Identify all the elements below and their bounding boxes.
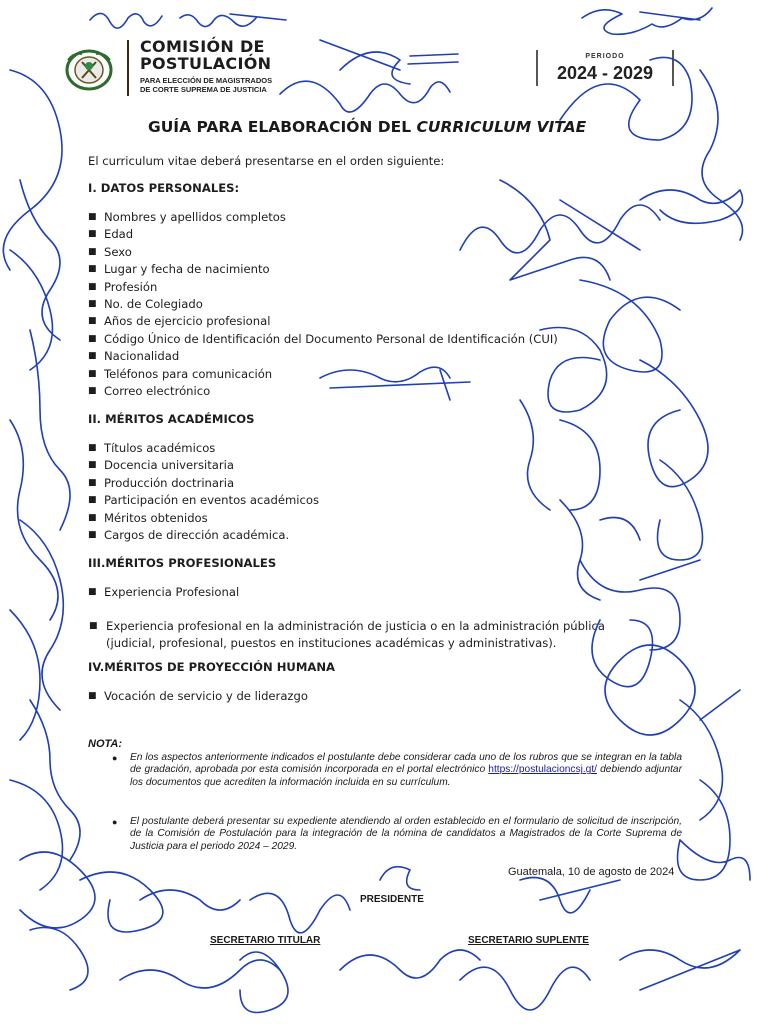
signature-scribble [520, 400, 600, 510]
signature-scribble [380, 867, 420, 890]
list-item: ■ Años de ejercicio profesional [88, 314, 271, 329]
signature-label-secretario-titular: SECRETARIO TITULAR [210, 935, 321, 946]
org-name [140, 38, 271, 72]
list-item: ■ Código Único de Identificación del Documento Personal de Identificación (CUI) [88, 331, 558, 346]
title-prefix: GUÍA PARA ELABORACIÓN DEL [148, 118, 417, 136]
signature-scribble [90, 13, 286, 28]
signature-scribble [320, 40, 458, 84]
signature-scribble [10, 250, 53, 370]
signature-scribble [20, 180, 60, 340]
signature-scribble [280, 81, 450, 112]
period-label: PERIODO [585, 53, 625, 60]
list-meritos-academicos [88, 440, 319, 544]
list-item: ■ No. de Colegiado [88, 296, 203, 311]
signature-scribble [700, 70, 743, 240]
section-heading-meritos-profesionales: III.MÉRITOS PROFESIONALES [88, 556, 277, 570]
period-years: 2024 - 2029 [556, 63, 654, 83]
list-item: ■ Sexo [88, 244, 132, 259]
section-heading-datos-personales: I. DATOS PERSONALES: [88, 181, 240, 195]
date-line: Guatemala, 10 de agosto de 2024 [508, 866, 675, 878]
org-subtitle [140, 76, 272, 94]
signature-scribble [10, 420, 58, 620]
list-item: ■ Profesión [88, 279, 158, 294]
signature-scribble [20, 852, 95, 928]
org-subtitle-line2: DE CORTE SUPREMA DE JUSTICIA [140, 85, 267, 94]
signature-label-secretario-suplente: SECRETARIO SUPLENTE [468, 935, 589, 946]
coat-of-arms-seal [64, 48, 114, 92]
signature-scribble [30, 330, 70, 530]
signature-scribble [460, 967, 590, 1010]
org-name-line1: COMISIÓN DE [140, 37, 265, 56]
org-subtitle-line1: PARA ELECCIÓN DE MAGISTRADOS [140, 76, 273, 85]
list-item: ■ Docencia universitaria [88, 458, 234, 473]
list-item: ■ Cargos de dirección académica. [88, 527, 290, 542]
list-item: ■ Méritos obtenidos [88, 510, 208, 525]
signature-scribble [640, 360, 708, 487]
org-name-line2: POSTULACIÓN [140, 54, 272, 73]
signature-scribble [30, 928, 88, 991]
list-item: ■ Teléfonos para comunicación [88, 366, 273, 381]
list-item: ■ Vocación de servicio y de liderazgo [88, 689, 308, 703]
signature-scribble [140, 890, 240, 910]
list-proyeccion-humana [88, 688, 308, 705]
signature-scribble [605, 645, 695, 735]
section-heading-proyeccion-humana: IV.MÉRITOS DE PROYECCIÓN HUMANA [88, 660, 336, 674]
signature-scribble [680, 840, 750, 880]
signature-scribble [10, 610, 40, 740]
list-item: ■ Nacionalidad [88, 349, 180, 364]
signature-scribble [250, 893, 350, 933]
signature-scribble [20, 520, 63, 710]
list-item: ■ Títulos académicos [88, 441, 216, 455]
signature-label-presidente: PRESIDENTE [360, 894, 424, 905]
signature-scribble [120, 960, 280, 988]
signature-scribble [680, 690, 740, 820]
signature-scribble [240, 952, 288, 1013]
list-item: ■ Producción doctrinaria [88, 475, 235, 490]
signature-scribble [560, 500, 640, 600]
signature-scribble [582, 8, 712, 34]
signature-scribble [580, 280, 680, 372]
list-meritos-profesionales [88, 584, 239, 601]
nota-paragraph-1: ● En los aspectos anteriormente indicados el postulante debe considerar cada uno de los rubros que se integran en la tabla de gradación, aprobada por esta comisión incorporada en el portal electrónico https://postulacioncsj.gt/ debiendo adjuntar los documentos que acrediten la información incluida en su currículum. [112, 752, 682, 788]
signature-scribble [30, 700, 80, 860]
brand-divider [127, 40, 129, 96]
list-item: ■ Lugar y fecha de nacimiento [88, 262, 270, 277]
nota-heading: NOTA: [88, 738, 123, 750]
nota-paragraph-2: ● El postulante deberá presentar su expediente atendiendo al orden establecido en el formulario de solicitud de inscripción, de la Comisión de Postulación para la integración de la nómina de candidatos a Magistrados de la Corte Suprema de Justicia para el periodo 2024 – 2029. [112, 816, 682, 852]
signature-scribble [340, 950, 480, 978]
signature-scribble [620, 950, 740, 990]
signature-scribble [640, 190, 743, 223]
document-title [148, 118, 586, 136]
list-item: ■ Nombres y apellidos completos [88, 210, 286, 224]
list-item: ■ Correo electrónico [88, 383, 211, 398]
list-datos-personales [88, 209, 558, 400]
list-item-experiencia-admin: ■ Experiencia profesional en la administración de justicia o en la administración pública (judicial, profesional, puestos en instituciones académicas y administrativas). [89, 619, 605, 650]
signature-scribble [3, 70, 62, 270]
signature-scribble [678, 780, 731, 880]
list-item: ■ Participación en eventos académicos [88, 493, 319, 508]
list-item: ■ Experiencia Profesional [88, 585, 240, 599]
portal-link[interactable]: https://postulacioncsj.gt/ [488, 764, 598, 776]
intro-text: El curriculum vitae deberá presentarse en el orden siguiente: [88, 154, 445, 168]
signature-scribble [80, 872, 163, 932]
signature-scribble [658, 460, 703, 560]
list-item: ■ Edad [88, 227, 134, 242]
section-heading-meritos-academicos: II. MÉRITOS ACADÉMICOS [88, 412, 255, 426]
signature-scribble [520, 878, 620, 913]
period-box [536, 50, 674, 86]
signature-scribble [10, 780, 63, 890]
title-italic: CURRICULUM VITAE [416, 118, 587, 136]
